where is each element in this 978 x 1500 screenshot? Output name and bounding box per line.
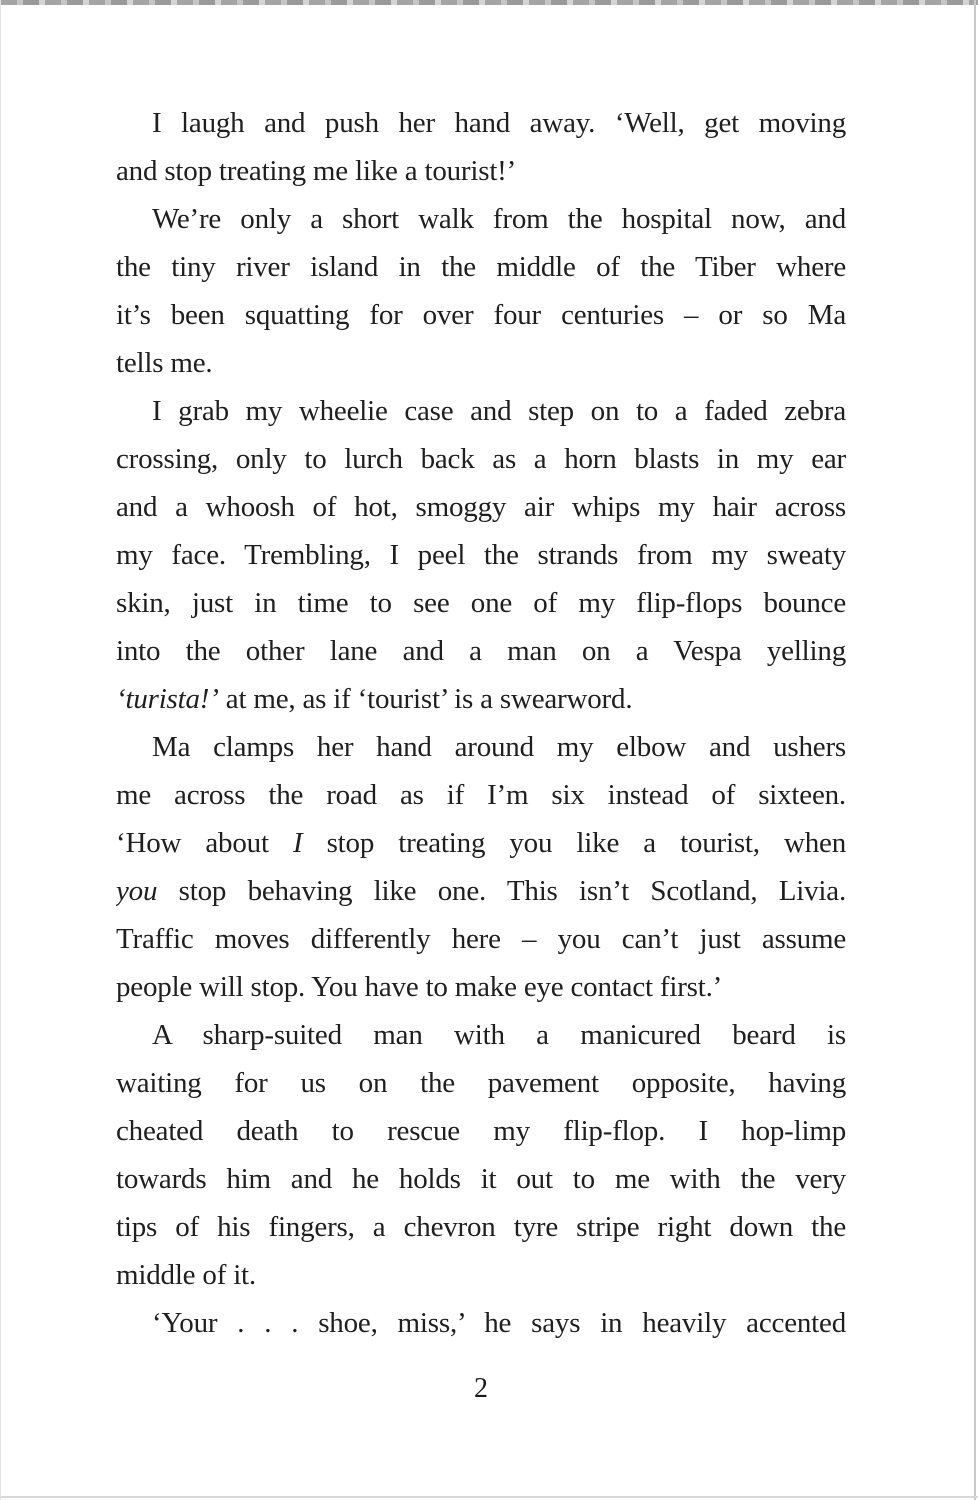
text-segment: people will stop. You have to make eye contact first.’ <box>116 971 723 1003</box>
text-segment: my face. Trembling, I peel the strands from my sweaty <box>116 539 846 571</box>
paragraph <box>116 1299 846 1347</box>
text-line <box>116 435 846 483</box>
text-segment: ‘Your . . . shoe, miss,’ he says in heavily accented <box>152 1307 846 1339</box>
italic-text: I <box>292 827 303 859</box>
text-line <box>116 723 846 771</box>
text-segment: it’s been squatting for over four centuries – or so Ma <box>116 299 846 331</box>
text-segment: I laugh and push her hand away. ‘Well, get moving <box>152 107 846 139</box>
text-line <box>116 915 846 963</box>
text-line <box>116 147 846 195</box>
page-text <box>116 99 846 1347</box>
text-segment: stop behaving like one. This isn’t Scotland, Livia. <box>157 875 846 907</box>
text-segment: tips of his fingers, a chevron tyre stripe right down the <box>116 1211 846 1243</box>
text-line <box>116 1203 846 1251</box>
text-segment: towards him and he holds it out to me with the very <box>116 1163 846 1195</box>
text-segment: ‘How about <box>116 827 293 859</box>
paragraph <box>116 723 846 1011</box>
paragraph <box>116 195 846 387</box>
text-segment: stop treating you like a tourist, when <box>302 827 846 859</box>
text-segment: crossing, only to lurch back as a horn blasts in my ear <box>116 443 846 475</box>
text-line <box>116 195 846 243</box>
text-line <box>116 483 846 531</box>
text-line <box>116 1107 846 1155</box>
text-line <box>116 1011 846 1059</box>
text-line <box>116 675 846 723</box>
text-line <box>116 99 846 147</box>
text-line <box>116 531 846 579</box>
text-segment: cheated death to rescue my flip-flop. I hop-limp <box>116 1115 846 1147</box>
text-line <box>116 819 846 867</box>
page-edge-line-right <box>974 0 976 1500</box>
text-line <box>116 627 846 675</box>
paragraph <box>116 99 846 195</box>
text-line <box>116 1155 846 1203</box>
text-segment: and a whoosh of hot, smoggy air whips my hair across <box>116 491 846 523</box>
text-segment: waiting for us on the pavement opposite, having <box>116 1067 846 1099</box>
text-segment: and stop treating me like a tourist!’ <box>116 155 517 187</box>
text-line <box>116 963 846 1011</box>
italic-text: you <box>116 875 158 907</box>
text-line <box>116 243 846 291</box>
text-segment: the tiny river island in the middle of the Tiber where <box>116 251 846 283</box>
text-segment: into the other lane and a man on a Vespa yelling <box>116 635 846 667</box>
text-segment: I grab my wheelie case and step on to a faded zebra <box>152 395 846 427</box>
page-number: 2 <box>474 1373 488 1404</box>
text-line <box>116 771 846 819</box>
text-segment: A sharp-suited man with a manicured beard is <box>152 1019 846 1051</box>
text-segment: middle of it. <box>116 1259 256 1291</box>
text-line <box>116 1059 846 1107</box>
scan-edge-artifact <box>1 0 978 5</box>
text-line <box>116 1251 846 1299</box>
text-segment: Traffic moves differently here – you can’t just assume <box>116 923 846 955</box>
text-segment: We’re only a short walk from the hospital now, and <box>152 203 846 235</box>
text-segment: tells me. <box>116 347 213 379</box>
page-edge-line-bottom <box>1 1496 978 1498</box>
text-segment: at me, as if ‘tourist’ is a swearword. <box>218 683 633 715</box>
text-segment: skin, just in time to see one of my flip-flops bounce <box>116 587 846 619</box>
text-line <box>116 579 846 627</box>
text-segment: Ma clamps her hand around my elbow and ushers <box>152 731 846 763</box>
text-line <box>116 339 846 387</box>
italic-text: ‘turista!’ <box>116 683 219 715</box>
paragraph <box>116 387 846 723</box>
text-line <box>116 291 846 339</box>
text-line <box>116 867 846 915</box>
text-line <box>116 387 846 435</box>
paragraph <box>116 1011 846 1299</box>
text-line <box>116 1299 846 1347</box>
text-segment: me across the road as if I’m six instead of sixteen. <box>116 779 846 811</box>
